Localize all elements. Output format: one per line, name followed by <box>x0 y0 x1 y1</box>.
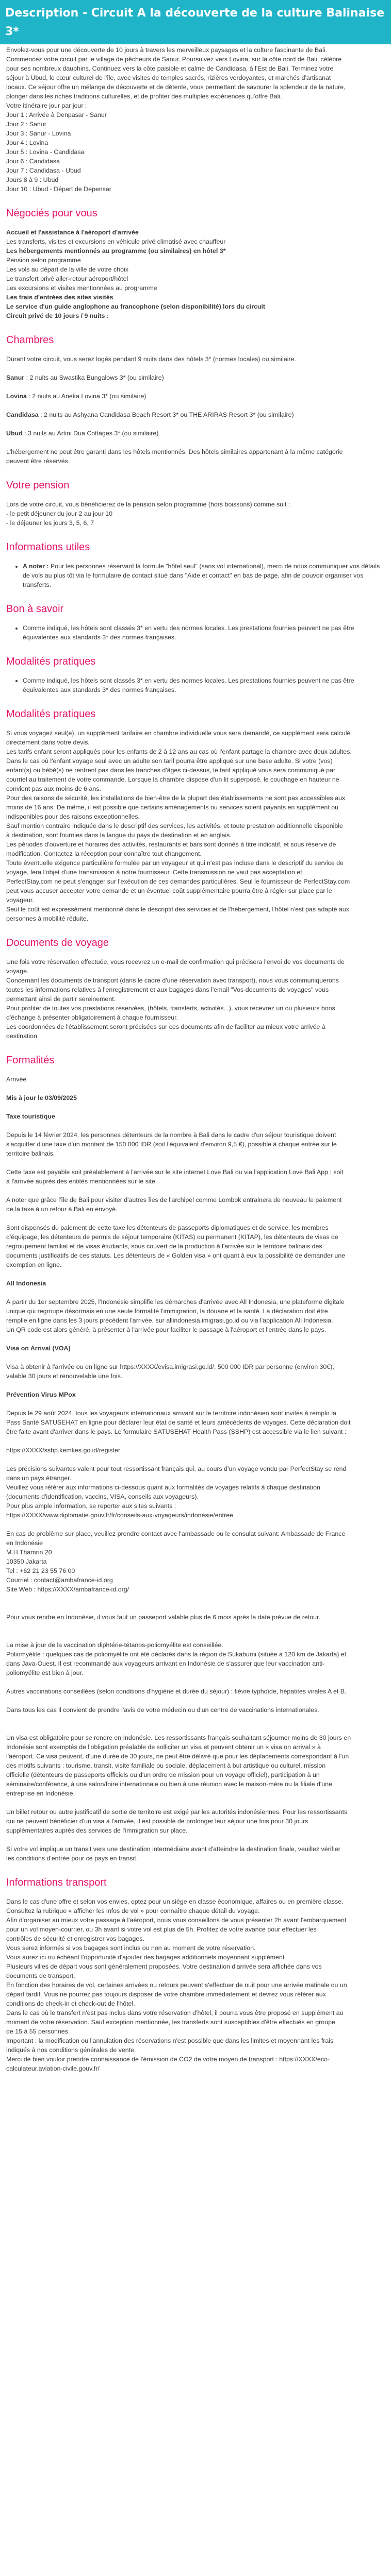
text-line: Sanur : 2 nuits au Swastika Bungalows 3* (ou similaire) <box>6 374 164 381</box>
text-line: Le transfert privé aller-retour aéroport/hôtel <box>6 275 128 282</box>
text-line <box>6 1798 386 1807</box>
text-line: All Indonesia <box>6 1280 46 1287</box>
text-line: personnes à mobilité réduite. <box>6 915 89 922</box>
text-line: séminaire/conférence, à une salon/foire internationale ou bien à une réunion avec le maison-mère ou la filiale d'une <box>6 1781 332 1788</box>
text-line: Arrivée <box>6 1076 27 1083</box>
text-line: Merci de bien vouloir prendre connaissance de l'émission de CO2 de votre moyen de transport : https://XXXX/eco- <box>6 2056 330 2063</box>
text-line: Ubud : 3 nuits au Artini Dua Cottages 3* (ou similaire) <box>6 430 159 437</box>
text-line: valable 30 jours et renouvelable une fois. <box>6 1372 123 1380</box>
text-line: Jour 3 : Sanur - Lovina <box>6 130 71 137</box>
text-line: indisponibles pour des raisons exceptionnelles. <box>6 813 140 820</box>
section-body <box>6 728 386 923</box>
text-line: Poliomyélite : quelques cas de poliomyélite ont été déclarés dans la région de Sukabumi (située à 120 km de Jakarta) et <box>6 1651 347 1658</box>
text-line: qui ne peuvent bénéficier d'un visa à l'arrivée, il est possible de prolonger leur séjour une fois pour 30 jours <box>6 1818 308 1825</box>
text-line: convient pas aux moins de 6 ans. <box>6 785 101 792</box>
text-line: https://XXXX/www.diplomatie.gouv.fr/fr/conseils-aux-voyageurs/indonesie/entree <box>6 1512 233 1519</box>
text-line: à l'arrivée auprès des entités mentionnées sur le site. <box>6 1178 157 1185</box>
section-transport <box>6 1876 386 2073</box>
text-line: permettant ainsi de partir sereinement. <box>6 995 116 1003</box>
intro-block <box>6 45 386 194</box>
text-line: Sauf mention contraire indiquée dans le descriptif des services, les activités, et toute prestation additionnelle disponible <box>6 822 343 829</box>
section-heading: Votre pension <box>6 480 70 491</box>
text-line: Les précisions suivantes valent pour tout ressortissant français qui, au cours d'un voyage vendu par PerfectStay se rend <box>6 1465 347 1472</box>
text-line: Site Web : https://XXXX/ambafrance-id.org/ <box>6 1586 129 1593</box>
text-line: Afin d'organiser au mieux votre passage à l'aéroport, nous vous conseillons de vous présenter 2h avant l'embarquement <box>6 1917 347 1924</box>
text-line: entreprise en Indonésie. <box>6 1790 75 1797</box>
text-line: En cas de problème sur place, veuillez prendre contact avec l'ambassade ou le consulat suivant: Ambassade de France <box>6 1530 346 1537</box>
text-line: directement dans votre devis. <box>6 739 90 746</box>
text-line: Les hébergements mentionnés au programme (ou similaires) en hôtel 3* <box>6 247 226 255</box>
text-line: Concernant les documents de transport (dans le cadre d'une réservation avec transport), nous vous communiquerons <box>6 977 339 984</box>
text-line <box>6 1334 386 1344</box>
text-line: unique qui regroupe désormais en une seule formalité l'immigration, la douane et la santé. La déclaration doit être <box>6 1308 328 1315</box>
section-list <box>6 676 386 694</box>
text-line: Dans le cas d'une offre et selon vos envies, optez pour un siège en classe économique, affaires ou en première classe. <box>6 1898 344 1905</box>
text-line: Pour profiter de toutes vos prestations réservées, (hôtels, transferts, activités...), vous recevrez un ou plusieurs bons <box>6 1005 335 1012</box>
section-body <box>6 228 386 320</box>
text-line: PerfectStay.com ne peut s'engager sur l'exécution de ces demandes particulières. Seul le fournisseur de PerfectStay.com <box>6 878 350 885</box>
text-line: 10350 Jakarta <box>6 1558 47 1565</box>
text-line: https://XXXX/sshp.kemkes.go.id/register <box>6 1447 121 1454</box>
text-line: contrôles de sécurité et enregistrer vos bagages. <box>6 1935 144 1942</box>
text-line: Durant votre circuit, vous serez logés pendant 9 nuits dans des hôtels 3* (normes locales) ou similaire. <box>6 355 296 363</box>
section-heading: Chambres <box>6 334 54 346</box>
text-line: Sont dispensés du paiement de cette taxe les détenteurs de passeports diplomatiques et de service, les membres <box>6 1224 329 1231</box>
text-line <box>6 1835 386 1844</box>
section-heading: Modalités pratiques <box>6 656 96 667</box>
text-line: Toute éventuelle exigence particulière formulée par un voyageur et qui n'est pas incluse dans le descriptif du service de <box>6 859 344 867</box>
text-line: d'échange à présenter obligatoirement à chaque fournisseur. <box>6 1014 178 1021</box>
text-line: Seul le coût est expressément mentionné dans le descriptif des services et de l'hébergement, l'hôtel n'est pas adapté aux <box>6 906 349 913</box>
text-line: Envolez-vous pour une découverte de 10 jours à travers les merveilleux paysages et la culture fascinante de Bali. <box>6 46 327 54</box>
text-line: Mis à jour le 03/09/2025 <box>6 1094 77 1101</box>
text-line: voyage. <box>6 968 29 975</box>
text-line: Les excursions et visites mentionnées au programme <box>6 284 157 292</box>
text-line <box>6 1214 386 1223</box>
text-line: d'équipage, les détenteurs de permis de séjour temporaire (KITAS) ou permanent (KITAP), les détenteurs de visas de <box>6 1233 338 1241</box>
text-line: Candidasa : 2 nuits au Ashyana Candidasa Beach Resort 3* ou THE ARIRAS Resort 3* (ou similaire) <box>6 411 294 418</box>
text-line: Dans le cas où l'enfant voyage seul avec un adulte son tarif pourra être appliqué sur une base adulte. Si votre (vos) <box>6 757 333 765</box>
text-line <box>6 1399 386 1409</box>
text-line: peuvent être réservés. <box>6 457 70 465</box>
list-item: • Comme indiqué, les hôtels sont classés 3* en vertu des normes locales. Les prestations fournies peuvent ne pas être équivalentes aux standards 3* des normes françaises. <box>23 623 386 642</box>
text-line: Circuit privé de 10 jours / 9 nuits : <box>6 312 109 319</box>
text-line <box>6 1715 386 1724</box>
section-body <box>6 957 386 1041</box>
section-infos-utiles <box>6 541 386 589</box>
text-line: Lovina : 2 nuits au Aneka Lovina 3* (ou similaire) <box>6 393 146 400</box>
text-line <box>6 1121 386 1130</box>
text-line: Depuis le 29 août 2024, tous les voyageurs internationaux arrivant sur le territoire indonésien sont invités à remplir la <box>6 1410 336 1417</box>
text-line: (documents d'identification, vaccins, VISA, conseils aux voyageurs). <box>6 1493 199 1500</box>
section-heading: Bon à savoir <box>6 603 64 615</box>
text-line: documents justificatifs de ces statuts. Les détenteurs de « Golden visa » ont quant à eux la possibilité de demander une <box>6 1252 346 1259</box>
text-line <box>6 1186 386 1195</box>
text-line: Autres vaccinations conseillées (selon conditions d'hygiène et durée du séjour) : fièvre typhoïde, hépatites virales A et B. <box>6 1688 347 1695</box>
text-line <box>6 382 386 392</box>
section-modalites <box>6 655 386 694</box>
text-line: l'aéroport. Ce visa peuvent, d'une durée de 30 jours, ne peut être délivré que pour les déplacements correspondant à l'un <box>6 1753 349 1760</box>
text-line: calculateur.aviation-civile.gouv.fr/ <box>6 2065 100 2072</box>
text-line: les conditions d'entrée pour ce pays en transit. <box>6 1855 138 1862</box>
text-line <box>6 1724 386 1733</box>
text-line: Les transferts, visites et excursions en véhicule privé climatisé avec chauffeur <box>6 238 226 245</box>
text-line: de la taxe à un retour à Bali en envoyé. <box>6 1206 118 1213</box>
section-heading: Modalités pratiques <box>6 708 96 720</box>
text-line: À partir du 1er septembre 2025, l'Indonésie simplifie les démarches d'arrivée avec All Indonesia, une plateforme digitale <box>6 1298 345 1306</box>
text-line: Jour 1 : Arrivée à Denpasar - Sanur <box>6 111 107 118</box>
text-line: Dans le cas où le transfert n'est pas inclus dans votre réservation d'hôtel, il pourra vous être proposé en supplément au <box>6 2009 344 2016</box>
text-line: moment de votre réservation. Sauf exception mentionnée, les transferts sont susceptibles d'être effectués en groupe <box>6 2019 335 2026</box>
text-line: Les tarifs enfant seront appliqués pour les enfants de 2 à 12 ans au cas où l'enfant partage la chambre avec deux adultes. <box>6 748 352 755</box>
text-line: Si vous voyagez seul(e), un supplément tarifaire en chambre individuelle vous sera demandé, ce supplément sera calculé <box>6 730 351 737</box>
text-line: Jour 5 : Lovina - Candidasa <box>6 148 85 156</box>
section-heading: Informations utiles <box>6 541 90 553</box>
text-line <box>6 1696 386 1705</box>
section-bon-a-savoir <box>6 603 386 642</box>
list-item: • A noter : Pour les personnes réservant la formule "hôtel seul" (sans vol international), merci de nous communiquer vos détails de vols au plus tôt via le formulaire de contact situé dans "Aide et contact" en bas de page, afin de pouvoir organiser vos transferts. <box>23 562 386 589</box>
text-line: Jour 2 : Sanur <box>6 121 46 128</box>
text-line: Votre itinéraire jour par jour : <box>6 102 87 109</box>
text-line: - le petit déjeuner du jour 2 au jour 10 <box>6 510 112 517</box>
text-line: Jour 6 : Candidasa <box>6 158 60 165</box>
text-line <box>6 364 386 373</box>
page-title: Description - Circuit A la découverte de la culture Balinaise 3* <box>0 0 391 44</box>
text-line <box>6 1288 386 1297</box>
section-negocies <box>6 207 386 320</box>
text-line: Prévention Virus MPox <box>6 1391 76 1398</box>
section-body <box>6 1897 386 2073</box>
text-line: modification. Contactez la réception pour connaître tout changement. <box>6 850 202 857</box>
text-line: Courriel : contact@ambafrance-id.org <box>6 1577 113 1584</box>
text-line: Indonésie sont exemptés de l'obligation préalable de solliciter un visa et peuvent obtenir un « visa on arrival » à <box>6 1743 321 1751</box>
text-line: Visa on Arrival (VOA) <box>6 1345 71 1352</box>
section-formalites <box>6 1054 386 1863</box>
text-line: Les périodes d'ouverture et horaires des activités, restaurants et bars sont donnés à titre indicatif, et sous réserve de <box>6 841 336 848</box>
text-line: dans un pays étranger. <box>6 1475 72 1482</box>
text-line: Un QR code est alors généré, à présenter à l'arrivée pour faciliter le passage à l'aéroport et l'entrée dans le pays. <box>6 1326 327 1333</box>
text-line: Veuillez vous référer aux informations ci-dessous quant aux formalités de voyages relatifs à chaque destination <box>6 1484 320 1491</box>
text-line <box>6 1158 386 1167</box>
text-line: à destination, sont fournies dans la langue du pays de destination et en anglais. <box>6 832 232 839</box>
text-line <box>6 438 386 447</box>
text-line: destination. <box>6 1032 39 1040</box>
text-line: Pass Santé SATUSEHAT en ligne pour déclarer leur état de santé et leurs antécédents de voyages. Cette déclaration doit <box>6 1419 351 1426</box>
text-line: officielle (détenteurs de passeports officiels ou d'un ordre de mission pour un voyage officiel), participation à un <box>6 1771 320 1778</box>
text-line: Jour 7 : Candidasa - Ubud <box>6 167 81 174</box>
text-line: moins de 16 ans. De même, il est possible que certains aménagements ou services soient payants en supplément ou <box>6 804 338 811</box>
text-line <box>6 1520 386 1529</box>
text-line: documents de transport. <box>6 1972 75 1979</box>
text-line: Le service d'un guide anglophone au francophone (selon disponibilité) lors du circuit <box>6 303 266 310</box>
text-line: Les vols au départ de la ville de votre choix <box>6 266 128 273</box>
text-line: Si votre vol implique un transit vers une destination intermédiaire avant d'atteindre la destination finale, veuillez vérifier <box>6 1845 340 1853</box>
text-line: M.H Thamrin 20 <box>6 1549 52 1556</box>
list-item: • Comme indiqué, les hôtels sont classés 3* en vertu des normes locales. Les prestations fournies peuvent ne pas être équivalentes aux standards 3* des normes françaises. <box>23 676 386 694</box>
text-line: peut vous accuser accepter votre demande et un éventuel coût supplémentaire pourra être à régler sur place par le <box>6 887 332 894</box>
section-chambres <box>6 334 386 466</box>
text-line: Les coordonnées de l'établissement seront précisées sur ces documents afin de faciliter au mieux votre arrivée à <box>6 1023 325 1030</box>
text-line: Dans tous les cas il convient de prendre l'avis de votre médecin ou d'un centre de vaccinations internationales. <box>6 1706 319 1714</box>
text-line: L'hébergement ne peut être garanti dans les hôtels mentionnés. Des hôtels similaires appartenant à la même catégorie <box>6 448 343 455</box>
text-line: plonger dans les riches traditions culturelles, et de profiter des multiples expériences qu'offre Bali. <box>6 93 282 100</box>
section-body <box>6 500 386 528</box>
text-line: Tel : +62 21 23 55 76 00 <box>6 1567 75 1574</box>
section-list <box>6 623 386 642</box>
text-line: - le déjeuner les jours 3, 5, 6, 7 <box>6 519 94 527</box>
text-line <box>6 1436 386 1446</box>
text-line <box>6 1381 386 1390</box>
text-line: Jours 8 à 9 : Ubud <box>6 176 59 183</box>
text-line <box>6 1631 386 1640</box>
text-line: séjour à Ubud, le cœur culturel de l'île, avec visites de temples sacrés, rizières verdoyantes, et marchés d'artisanat <box>6 74 331 81</box>
text-line: Consultez la rubrique « afficher les infos de vol » pour connaître chaque détail du voyage. <box>6 1907 260 1914</box>
text-line: courriel au traitement de votre commande. Lorsque la chambre dispose d'un lit superposé, le couchage en hauteur ne <box>6 776 339 783</box>
text-line: En fonction des horaires de vol, certaines arrivées ou retours peuvent s'effectuer de nuit pour une arrivée matinale ou un <box>6 1981 347 1989</box>
section-modalites-2 <box>6 708 386 923</box>
text-line: remplie en ligne dans les 3 jours précédent l'arrivée, sur allindonesia.imigrasi.go.id ou via l'application All Indonesia. <box>6 1317 333 1324</box>
text-line: Lors de votre circuit, vous bénéficierez de la pension selon programme (hors boissons) comme suit : <box>6 501 290 508</box>
text-line: poliomyélite est bien à jour. <box>6 1669 84 1676</box>
text-line <box>6 1677 386 1687</box>
text-line: Une fois votre réservation effectuée, vous recevrez un e-mail de confirmation qui précisera l'envoi de vos documents de <box>6 958 345 965</box>
text-line: Taxe touristique <box>6 1113 55 1120</box>
text-line: Pour plus ample information, se reporter aux sites suivants : <box>6 1502 176 1510</box>
text-line: exemption en ligne. <box>6 1261 62 1268</box>
text-line <box>6 1622 386 1631</box>
text-line: A noter que grâce l'île de Bali pour visiter d'autres îles de l'archipel comme Lombok entrainera de nouveau le paiement <box>6 1196 342 1204</box>
text-line: Vous aurez ici ou échéant l'opportunité d'ajouter des bagages additionnels moyennant supplément <box>6 1954 285 1961</box>
text-line: en Indonésie <box>6 1539 43 1547</box>
text-line: Important : la modification ou l'annulation des réservations n'est possible que dans les limites et moyennant les frais <box>6 2037 334 2044</box>
text-line: Visa à obtenir à l'arrivée ou en ligne sur https://XXXX/evisa.imigrasi.go.id/, 500 000 IDR par personne (environ 30€), <box>6 1363 334 1370</box>
text-line: s'acquitter d'une taxe d'un montant de 150 000 IDR (soit l'équivalent d'environ 9,5 €), possible à chaque entrée sur le <box>6 1141 337 1148</box>
text-line: toutes les informations relatives à l'enregistrement et aux bagages dans l'email "Vos documents de voyages" vous <box>6 986 329 993</box>
section-list <box>6 562 386 589</box>
text-line: enfant(s) ou bébé(s) ne rentrent pas dans les tranches d'âges ci-dessus, le tarif appliqué vous sera communiqué par <box>6 767 336 774</box>
text-line: pour ses nombreux dauphins. Continuez vers la côte paisible et calme de Candidasa, à l'Est de Bali. Terminez votre <box>6 65 334 72</box>
section-body <box>6 1075 386 1863</box>
text-line: Pension selon programme <box>6 257 81 264</box>
text-line: conditions de check-in et check-out de l'hôtel. <box>6 2000 135 2007</box>
text-line: Jour 4 : Lovina <box>6 139 48 146</box>
text-line: territoire balinais. <box>6 1150 55 1157</box>
text-line <box>6 1594 386 1603</box>
text-line <box>6 1084 386 1093</box>
text-line: Jour 10 : Ubud - Départ de Depensar <box>6 185 111 193</box>
main-content <box>0 44 391 2073</box>
text-line: Commencez votre circuit par le village de pêcheurs de Sanur. Poursuivez vers Lovina, sur la côte nord de Bali, célèbre <box>6 56 342 63</box>
section-body <box>6 354 386 466</box>
text-line: Pour vous rendre en Indonésie, il vous faut un passeport valable plus de 6 mois après la date prévue de retour. <box>6 1614 320 1621</box>
text-line <box>6 1353 386 1362</box>
text-line: Accueil et l'assistance à l'aéroport d'arrivée <box>6 229 139 236</box>
section-heading: Documents de voyage <box>6 937 109 948</box>
text-line <box>6 1269 386 1279</box>
text-line: Pour des raisons de sécurité, les installations de bien-être de la plupart des établissements ne sont pas accessibles aux <box>6 794 346 802</box>
text-line: locaux. Ce séjour offre un mélange de découverte et de détente, vous permettant de savourer la splendeur de la nature, <box>6 83 346 91</box>
text-line <box>6 419 386 429</box>
text-line: supplémentaires auprès des services de l'immigration sur place. <box>6 1827 188 1834</box>
text-line: voyageur. <box>6 896 34 904</box>
text-line: La mise à jour de la vaccination diphtérie-tétanos-poliomyélite est conseillée. <box>6 1641 223 1649</box>
text-line <box>6 401 386 410</box>
text-line <box>6 1455 386 1464</box>
text-line: Vous serez informés si vos bagages sont inclus ou non au moment de votre réservation. <box>6 1944 256 1952</box>
text-line: départ tardif. Vous ne pourrez pas toujours disposer de votre chambre immédiatement et devrez vous référer aux <box>6 1991 326 1998</box>
section-heading: Négociés pour vous <box>6 208 97 219</box>
text-line: Depuis le 14 février 2024, les personnes détenteurs de la nombre à Bali dans le cadre d'un séjour touristique doivent <box>6 1131 336 1139</box>
text-line <box>6 1603 386 1613</box>
text-line: Cette taxe est payable soit préalablement à l'arrivée sur le site internet Love Bali ou via l'application Love Bali App ; soit <box>6 1168 344 1176</box>
text-line: de 15 à 55 personnes. <box>6 2028 70 2035</box>
section-documents <box>6 937 386 1041</box>
text-line: Un billet retour ou autre justificatif de sortie de territoire est exigé par les autorités indonésiennes. Pour les ressortissants <box>6 1808 348 1816</box>
section-heading: Formalités <box>6 1055 55 1066</box>
text-line: Un visa est obligatoire pour se rendre en Indonésie. Les ressortissants français souhaitant séjourner moins de 30 jours en <box>6 1734 351 1741</box>
text-line: Plusieurs villes de départ vous sont généralement proposées. Votre destination d'arrivée sera affichée dans vos <box>6 1963 322 1970</box>
text-line: dans Java-Ouest. Il est recommandé aux voyageurs arrivant en Indonésie de s'assurer que leur vaccination anti- <box>6 1660 325 1667</box>
text-line: Les frais d'entrées des sites visités <box>6 294 113 301</box>
text-line: indiqués à nos conditions générales de vente. <box>6 2046 136 2054</box>
text-line: des motifs suivants : tourisme, transit, visite familiale ou sociale, déplacement à but artistique ou culturel, mission <box>6 1762 326 1769</box>
text-line <box>6 1103 386 1112</box>
text-line: être faite avant d'arriver dans le pays. Le formulaire SATUSEHAT Health Pass (SSHP) est accessible via le lien suivant : <box>6 1428 347 1435</box>
text-line: voyage, fera l'objet d'une transmission à notre fournisseur. Cette transmission ne vaut pas acceptation et <box>6 869 302 876</box>
text-line: pour un vol moyen-courrier, ou 3h avant si votre vol est plus de 5h. Profitez de votre avance pour effectuer les <box>6 1926 317 1933</box>
text-line: regroupement familial et de visas étudiants, sous couvert de la production à l'arrivée sur le territoire balinais des <box>6 1243 322 1250</box>
section-heading: Informations transport <box>6 1877 107 1888</box>
section-pension <box>6 479 386 528</box>
